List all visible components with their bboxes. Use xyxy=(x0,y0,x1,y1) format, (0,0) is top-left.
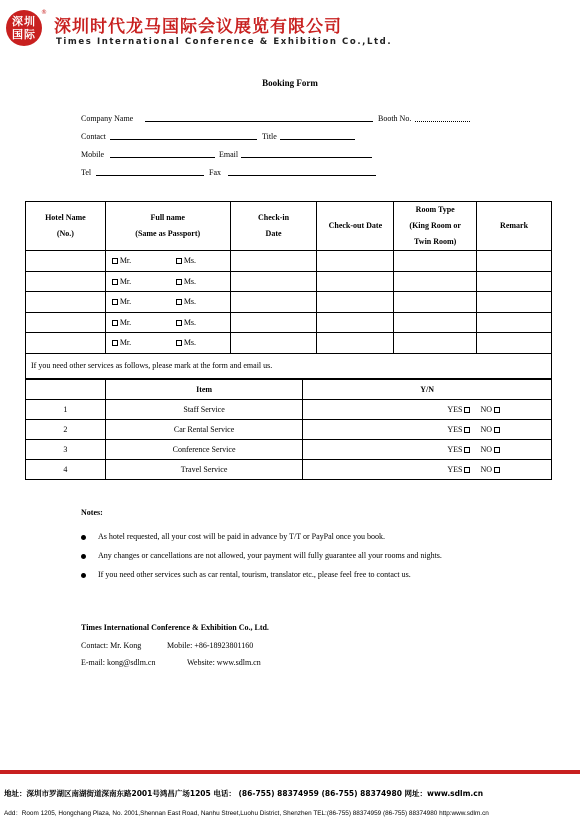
ms-option[interactable]: Ms. xyxy=(176,297,196,306)
table-row xyxy=(26,251,552,272)
notes-heading: Notes: xyxy=(81,508,103,517)
no-option[interactable]: NO xyxy=(480,425,502,434)
remark-cell[interactable] xyxy=(477,292,552,313)
note-item: If you need other services such as car rental, tourism, translator etc., please feel free to contact us. xyxy=(81,570,411,579)
hotel-name-cell[interactable] xyxy=(26,292,106,313)
checkbox-icon[interactable] xyxy=(464,447,470,453)
mr-option[interactable]: Mr. xyxy=(112,338,176,347)
mobile-field[interactable] xyxy=(110,157,215,158)
title-choice-cell xyxy=(105,271,230,292)
hotel-name-cell[interactable] xyxy=(26,251,106,272)
service-number: 3 xyxy=(26,440,106,460)
booth-label: Booth No. xyxy=(378,114,412,123)
header-hotel-name: Hotel Name (No.) xyxy=(26,202,106,251)
email-label: Email xyxy=(219,150,239,159)
remark-cell[interactable] xyxy=(477,312,552,333)
ms-option[interactable]: Ms. xyxy=(176,338,196,347)
contact-company: Times International Conference & Exhibition Co., Ltd. xyxy=(81,623,269,632)
services-table xyxy=(25,379,552,480)
contact-label: Contact xyxy=(81,132,106,141)
check-out-cell[interactable] xyxy=(317,312,394,333)
table-row xyxy=(26,420,552,440)
service-item: Staff Service xyxy=(105,400,303,420)
company-name-en: Times International Conference & Exhibition Co.,Ltd. xyxy=(56,37,393,47)
checkbox-icon[interactable] xyxy=(494,467,500,473)
yes-option[interactable]: YES xyxy=(447,405,472,414)
check-out-cell[interactable] xyxy=(317,333,394,354)
title-choice-cell xyxy=(105,292,230,313)
checkbox-icon[interactable] xyxy=(112,299,118,305)
remark-cell[interactable] xyxy=(477,333,552,354)
remark-cell[interactable] xyxy=(477,271,552,292)
tel-label: Tel xyxy=(81,168,92,177)
title-choice-cell xyxy=(105,251,230,272)
fax-field[interactable] xyxy=(228,175,376,176)
yes-no-cell xyxy=(303,420,552,440)
mr-option[interactable]: Mr. xyxy=(112,318,176,327)
no-option[interactable]: NO xyxy=(480,405,502,414)
table-row xyxy=(26,333,552,354)
checkbox-icon[interactable] xyxy=(112,279,118,285)
room-type-cell[interactable] xyxy=(394,312,477,333)
checkbox-icon[interactable] xyxy=(464,407,470,413)
footer-divider xyxy=(0,770,580,774)
table-row xyxy=(26,271,552,292)
service-number: 4 xyxy=(26,460,106,480)
service-number: 1 xyxy=(26,400,106,420)
table-row xyxy=(26,400,552,420)
header-item: Item xyxy=(105,380,303,400)
fax-label: Fax xyxy=(209,168,221,177)
no-option[interactable]: NO xyxy=(480,445,502,454)
contact-website[interactable]: Website: www.sdlm.cn xyxy=(187,658,261,667)
header-full-name: Full name (Same as Passport) xyxy=(105,202,230,251)
email-field[interactable] xyxy=(241,157,372,158)
hotel-name-cell[interactable] xyxy=(26,271,106,292)
contact-field[interactable] xyxy=(110,139,257,140)
footer-address-en: Add：Room 1205, Hongchang Plaza, No. 2001,Shennan East Road, Nanhu Street,Luohu District, Shenzhen TEL:(86-755) 88374959 (86-755) 88374980 http:www.sdlm.cn xyxy=(4,810,489,817)
check-in-cell[interactable] xyxy=(230,312,317,333)
checkbox-icon[interactable] xyxy=(112,340,118,346)
remark-cell[interactable] xyxy=(477,251,552,272)
service-item: Conference Service xyxy=(105,440,303,460)
check-in-cell[interactable] xyxy=(230,271,317,292)
check-out-cell[interactable] xyxy=(317,292,394,313)
table-row xyxy=(26,460,552,480)
title-choice-cell xyxy=(105,333,230,354)
checkbox-icon[interactable] xyxy=(176,340,182,346)
hotel-name-cell[interactable] xyxy=(26,333,106,354)
bullet-icon xyxy=(81,573,86,578)
note-item: As hotel requested, all your cost will be paid in advance by T/T or PayPal once you book. xyxy=(81,532,385,541)
title-field[interactable] xyxy=(280,139,355,140)
check-out-cell[interactable] xyxy=(317,271,394,292)
room-type-cell[interactable] xyxy=(394,271,477,292)
tel-field[interactable] xyxy=(96,175,204,176)
checkbox-icon[interactable] xyxy=(494,407,500,413)
service-number: 2 xyxy=(26,420,106,440)
booth-field[interactable] xyxy=(415,121,470,122)
room-type-cell[interactable] xyxy=(394,251,477,272)
service-item: Car Rental Service xyxy=(105,420,303,440)
mobile-label: Mobile xyxy=(81,150,105,159)
logo-text: 深圳 国际 xyxy=(12,15,36,41)
header-check-out: Check-out Date xyxy=(317,202,394,251)
contact-mobile: Mobile: +86-18923801160 xyxy=(167,641,254,650)
room-type-cell[interactable] xyxy=(394,292,477,313)
service-item: Travel Service xyxy=(105,460,303,480)
company-name-cn: 深圳时代龙马国际会议展览有限公司 xyxy=(54,17,342,37)
checkbox-icon[interactable] xyxy=(112,258,118,264)
header-no xyxy=(26,380,106,400)
company-logo xyxy=(6,10,42,46)
table-row xyxy=(26,292,552,313)
header-room-type: Room Type (King Room or Twin Room) xyxy=(394,202,477,251)
room-type-cell[interactable] xyxy=(394,333,477,354)
checkbox-icon[interactable] xyxy=(464,467,470,473)
yes-no-cell xyxy=(303,440,552,460)
checkbox-icon[interactable] xyxy=(494,447,500,453)
mr-option[interactable]: Mr. xyxy=(112,256,176,265)
yes-no-cell xyxy=(303,400,552,420)
checkbox-icon[interactable] xyxy=(176,279,182,285)
hotel-name-cell[interactable] xyxy=(26,312,106,333)
yes-no-cell xyxy=(303,460,552,480)
title-choice-cell xyxy=(105,312,230,333)
registered-mark: ® xyxy=(41,9,47,16)
header-yn: Y/N xyxy=(303,380,552,400)
table-row xyxy=(26,440,552,460)
mr-option[interactable]: Mr. xyxy=(112,297,176,306)
table-row xyxy=(26,312,552,333)
check-in-cell[interactable] xyxy=(230,333,317,354)
contact-email[interactable]: E-mail: kong@sdlm.cn xyxy=(81,658,156,667)
company-name-field[interactable] xyxy=(145,121,373,122)
checkbox-icon[interactable] xyxy=(176,258,182,264)
ms-option[interactable]: Ms. xyxy=(176,277,196,286)
checkbox-icon[interactable] xyxy=(464,427,470,433)
yes-option[interactable]: YES xyxy=(447,465,472,474)
header-remark: Remark xyxy=(477,202,552,251)
check-in-cell[interactable] xyxy=(230,292,317,313)
bullet-icon xyxy=(81,554,86,559)
note-item: Any changes or cancellations are not allowed, your payment will fully guarantee all your rooms and nights. xyxy=(81,551,442,560)
yes-option[interactable]: YES xyxy=(447,425,472,434)
ms-option[interactable]: Ms. xyxy=(176,256,196,265)
checkbox-icon[interactable] xyxy=(176,320,182,326)
hotel-table-header xyxy=(26,202,552,251)
form-title: Booking Form xyxy=(262,78,318,88)
services-header xyxy=(26,380,552,400)
footer-address-cn: 地址：深圳市罗湖区南湖街道深南东路2001号鸿昌广场1205 电话： (86-755) 88374959 (86-755) 88374980 网址：www.sdlm.cn xyxy=(4,789,484,798)
yes-option[interactable]: YES xyxy=(447,445,472,454)
contact-person: Contact: Mr. Kong xyxy=(81,641,142,650)
bullet-icon xyxy=(81,535,86,540)
check-out-cell[interactable] xyxy=(317,251,394,272)
check-in-cell[interactable] xyxy=(230,251,317,272)
hotel-booking-table xyxy=(25,201,552,354)
no-option[interactable]: NO xyxy=(480,465,502,474)
checkbox-icon[interactable] xyxy=(112,320,118,326)
checkbox-icon[interactable] xyxy=(176,299,182,305)
ms-option[interactable]: Ms. xyxy=(176,318,196,327)
checkbox-icon[interactable] xyxy=(494,427,500,433)
title-label: Title xyxy=(262,132,277,141)
header-check-in: Check-in Date xyxy=(230,202,317,251)
company-name-label: Company Name xyxy=(81,114,134,123)
mr-option[interactable]: Mr. xyxy=(112,277,176,286)
services-intro: If you need other services as follows, please mark at the form and email us. xyxy=(25,353,552,379)
